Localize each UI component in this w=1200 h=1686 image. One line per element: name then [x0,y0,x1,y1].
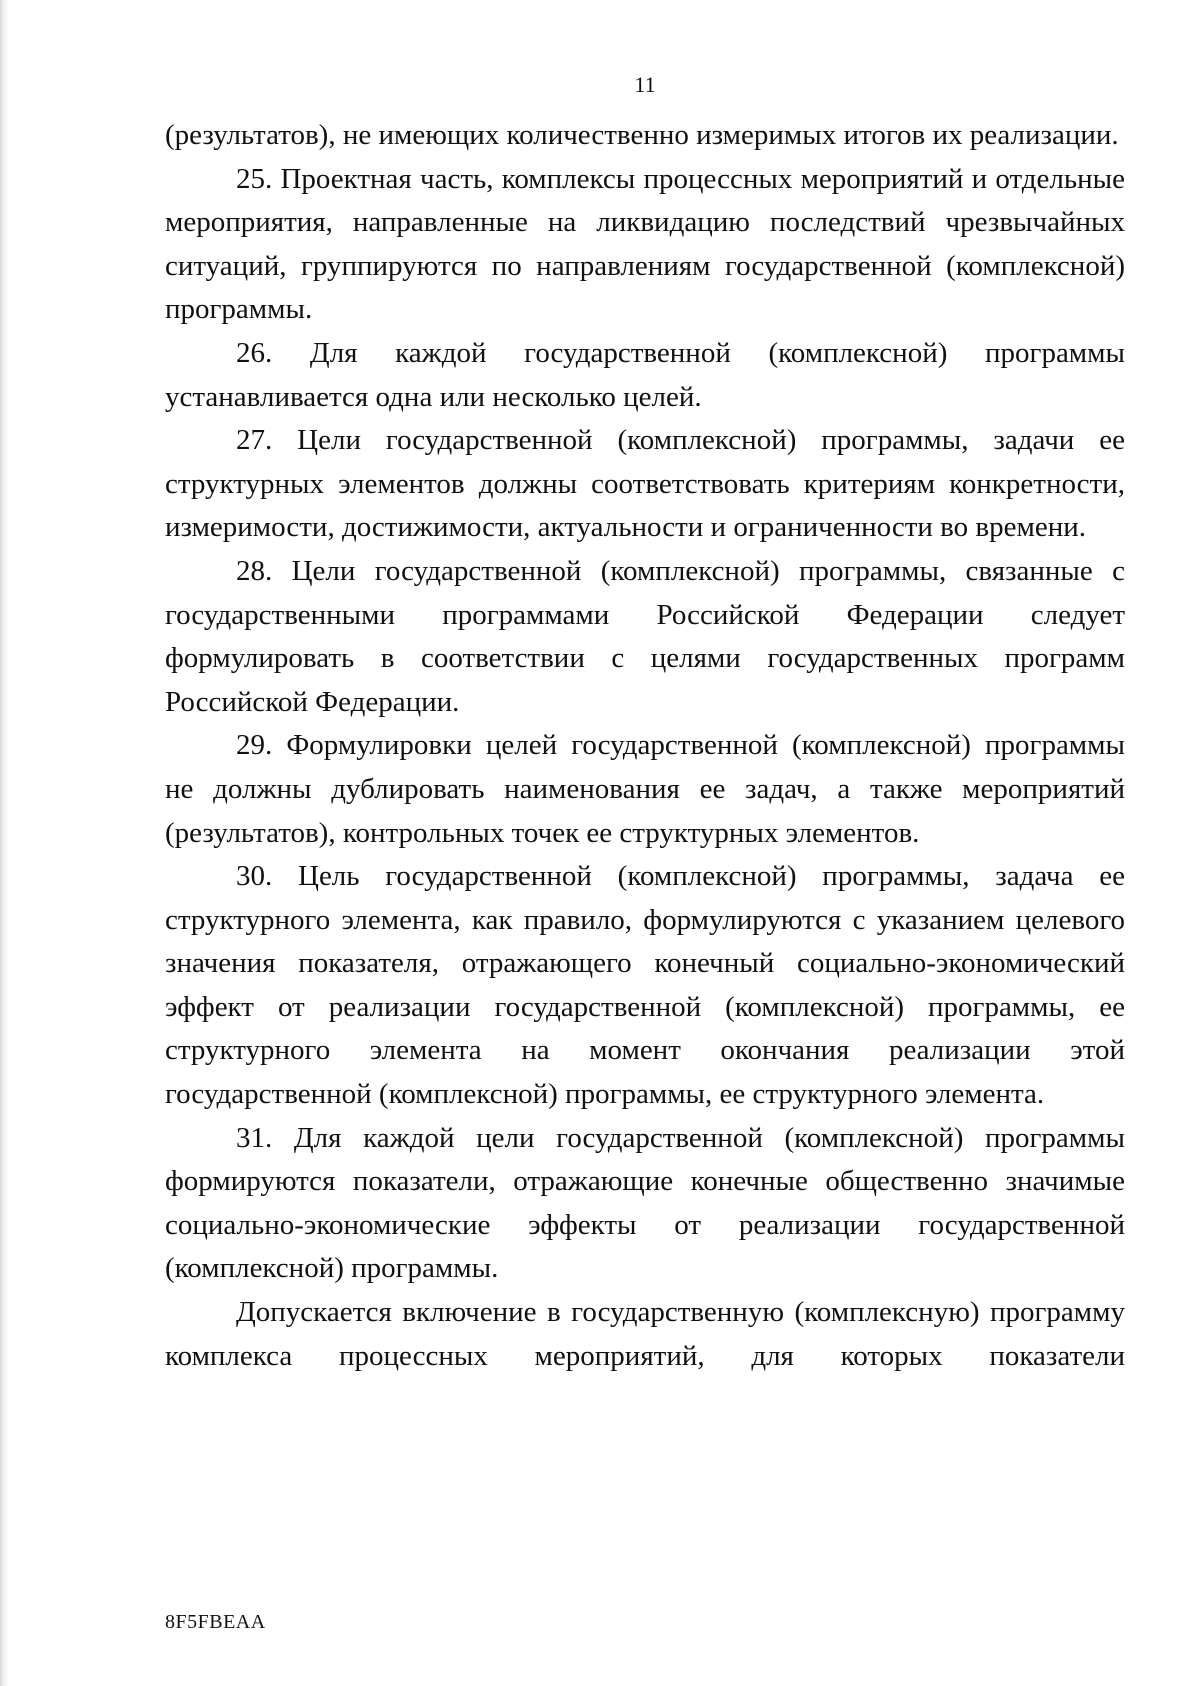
document-code: 8F5FBEAA [165,1611,266,1633]
paragraph-29: 29. Формулировки целей государственной (комплексной) программы не должны дублировать наименования ее задач, а также мероприятий (результатов), контрольных точек ее структурных элементов. [165,729,1125,849]
paragraph-25: 25. Проектная часть, комплексы процессных мероприятий и отдельные мероприятия, направленные на ликвидацию последствий чрезвычайных ситуаций, группируются по направлениям государственной (комплексной) программы. [165,162,1125,326]
paragraph-30: 30. Цель государственной (комплексной) программы, задача ее структурного элемента, как правило, формулируются с указанием целевого значения показателя, отражающего конечный социально-экономический эффект от реализации государственной (комплексной) программы, ее структурного элемента на момент окончания реализации этой государственной (комплексной) программы, ее структурного элемента. [165,860,1125,1111]
page-number: 11 [634,72,656,97]
paragraph-permission: Допускается включение в государственную (комплексную) программу комплекса процессных мероприятий, для которых показатели [165,1296,1125,1372]
paragraph-continuation: (результатов), не имеющих количественно измеримых итогов их реализации. [165,119,1119,151]
paragraph-26: 26. Для каждой государственной (комплексной) программы устанавливается одна или несколько целей. [165,336,1125,413]
paragraph-28: 28. Цели государственной (комплексной) программы, связанные с государственными программами Российской Федерации следует формулировать в соответствии с целями государственных программ Российской Федерации. [165,554,1125,718]
scan-edge [0,0,9,1686]
document-body [165,114,1125,1378]
paragraph-27: 27. Цели государственной (комплексной) программы, задачи ее структурных элементов должны соответствовать критериям конкретности, измеримости, достижимости, актуальности и ограниченности во времени. [165,424,1125,544]
paragraph-31: 31. Для каждой цели государственной (комплексной) программы формируются показатели, отражающие конечные общественно значимые социально-экономические эффекты от реализации государственной (комплексной) программы. [165,1121,1125,1285]
